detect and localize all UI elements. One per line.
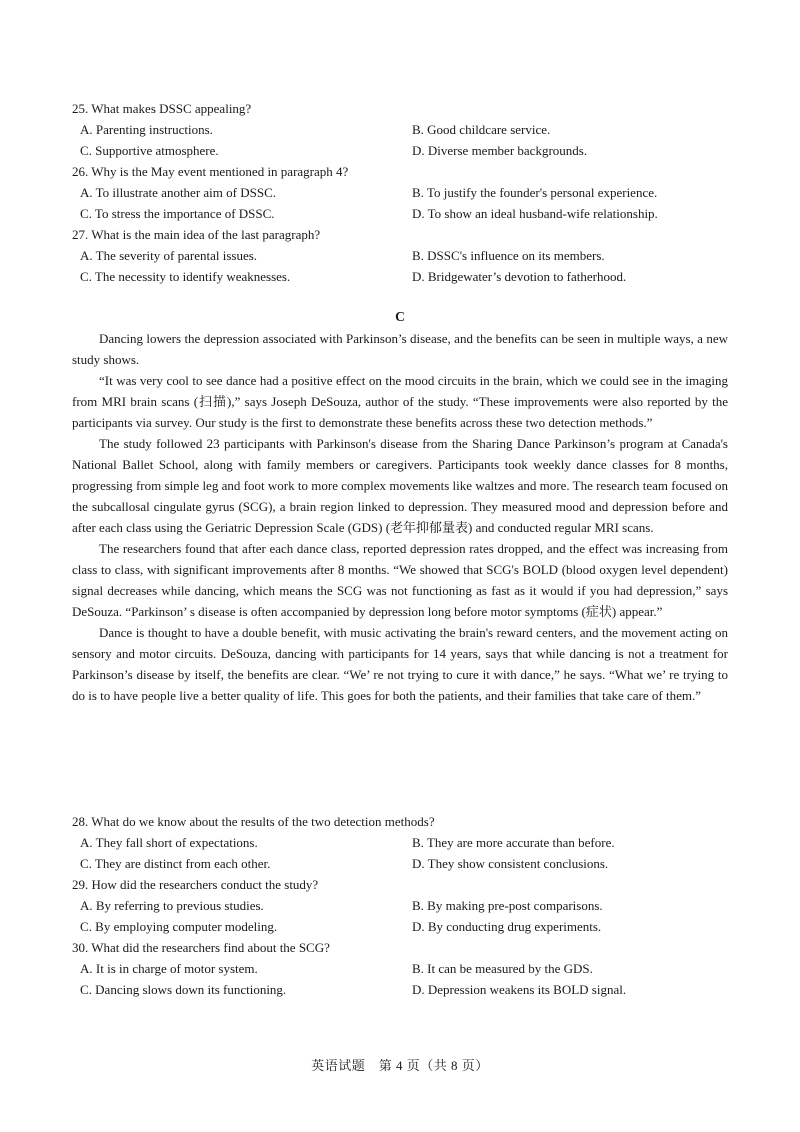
option-c: C. Supportive atmosphere. bbox=[80, 143, 219, 158]
options-row bbox=[72, 266, 732, 287]
option-b: B. It can be measured by the GDS. bbox=[412, 961, 593, 976]
options-row bbox=[72, 916, 732, 937]
option-a: A. They fall short of expectations. bbox=[80, 835, 258, 850]
option-c: C. They are distinct from each other. bbox=[80, 856, 271, 871]
options-row bbox=[72, 895, 732, 916]
question-stem: 29. How did the researchers conduct the study? bbox=[72, 877, 319, 892]
section-title: C bbox=[395, 309, 405, 324]
question-stem: 28. What do we know about the results of the two detection methods? bbox=[72, 814, 435, 829]
option-b: B. By making pre-post comparisons. bbox=[412, 898, 603, 913]
questions-bottom bbox=[72, 811, 732, 1000]
option-a: A. To illustrate another aim of DSSC. bbox=[80, 185, 276, 200]
option-c: C. The necessity to identify weaknesses. bbox=[80, 269, 291, 284]
options-row bbox=[72, 853, 732, 874]
question-stem: 26. Why is the May event mentioned in paragraph 4? bbox=[72, 164, 349, 179]
options-row bbox=[72, 245, 732, 266]
option-d: D. Diverse member backgrounds. bbox=[412, 143, 588, 158]
option-c: C. Dancing slows down its functioning. bbox=[80, 982, 287, 997]
passage-paragraph: “It was very cool to see dance had a positive effect on the mood circuits in the brain, which we could see in the imaging from MRI brain scans (扫描),” says Joseph DeSouza, author of the study. “These improvements were also reported by the participants via survey. Our study is the first to demonstrate these benefits across these two detection methods.” bbox=[72, 373, 728, 430]
passage-paragraph: The study followed 23 participants with Parkinson's disease from the Sharing Dance Parkinson’s program at Canada's National Ballet School, along with family members or caregivers. Participants took weekly dance classes for 8 months, progressing from simple leg and foot work to more complex movements like waltzes and more. The research team focused on the subcallosal cingulate gyrus (SCG), a brain region linked to depression. They measured mood and depression before and after each class using the Geriatric Depression Scale (GDS) (老年抑郁量表) and conducted regular MRI scans. bbox=[72, 436, 728, 535]
option-a: A. Parenting instructions. bbox=[80, 122, 213, 137]
options-row bbox=[72, 119, 732, 140]
option-c: C. By employing computer modeling. bbox=[80, 919, 278, 934]
option-d: D. By conducting drug experiments. bbox=[412, 919, 602, 934]
option-b: B. DSSC's influence on its members. bbox=[412, 248, 605, 263]
option-b: B. Good childcare service. bbox=[412, 122, 551, 137]
options-row bbox=[72, 832, 732, 853]
questions-top bbox=[72, 98, 732, 287]
option-a: A. It is in charge of motor system. bbox=[80, 961, 258, 976]
options-row bbox=[72, 203, 732, 224]
option-c: C. To stress the importance of DSSC. bbox=[80, 206, 275, 221]
option-a: A. The severity of parental issues. bbox=[80, 248, 258, 263]
page-footer: 英语试题 第 4 页（共 8 页） bbox=[311, 1058, 489, 1073]
options-row bbox=[72, 958, 732, 979]
passage-paragraph: Dance is thought to have a double benefit, with music activating the brain's reward centers, and the movement acting on sensory and motor circuits. DeSouza, dancing with participants for 14 years, says that while dancing is not a treatment for Parkinson’s disease by itself, the benefits are clear. “We’ re not trying to cure it with dance,” he says. “What we’ re trying to do is to have people live a better quality of life. This goes for both the patients, and their families that take care of them.” bbox=[72, 625, 728, 703]
option-d: D. Depression weakens its BOLD signal. bbox=[412, 982, 627, 997]
option-d: D. To show an ideal husband-wife relationship. bbox=[412, 206, 658, 221]
reading-passage bbox=[72, 328, 728, 706]
option-a: A. By referring to previous studies. bbox=[80, 898, 264, 913]
passage-paragraph: Dancing lowers the depression associated with Parkinson’s disease, and the benefits can be seen in multiple ways, a new study shows. bbox=[72, 331, 728, 367]
option-d: D. They show consistent conclusions. bbox=[412, 856, 609, 871]
question-stem: 30. What did the researchers find about the SCG? bbox=[72, 940, 330, 955]
options-row bbox=[72, 140, 732, 161]
option-b: B. To justify the founder's personal experience. bbox=[412, 185, 658, 200]
passage-paragraph: The researchers found that after each dance class, reported depression rates dropped, and the effect was increasing from class to class, with significant improvements after 8 months. “We showed that SCG's BOLD (blood oxygen level dependent) signal decreases while dancing, which means the SCG was not functioning as fast as it would if you had depression,” says DeSouza. “Parkinson’ s disease is often accompanied by depression long before motor symptoms (症状) appear.” bbox=[72, 541, 728, 619]
options-row bbox=[72, 182, 732, 203]
option-d: D. Bridgewater’s devotion to fatherhood. bbox=[412, 269, 627, 284]
option-b: B. They are more accurate than before. bbox=[412, 835, 615, 850]
options-row bbox=[72, 979, 732, 1000]
question-stem: 25. What makes DSSC appealing? bbox=[72, 101, 252, 116]
question-stem: 27. What is the main idea of the last paragraph? bbox=[72, 227, 321, 242]
